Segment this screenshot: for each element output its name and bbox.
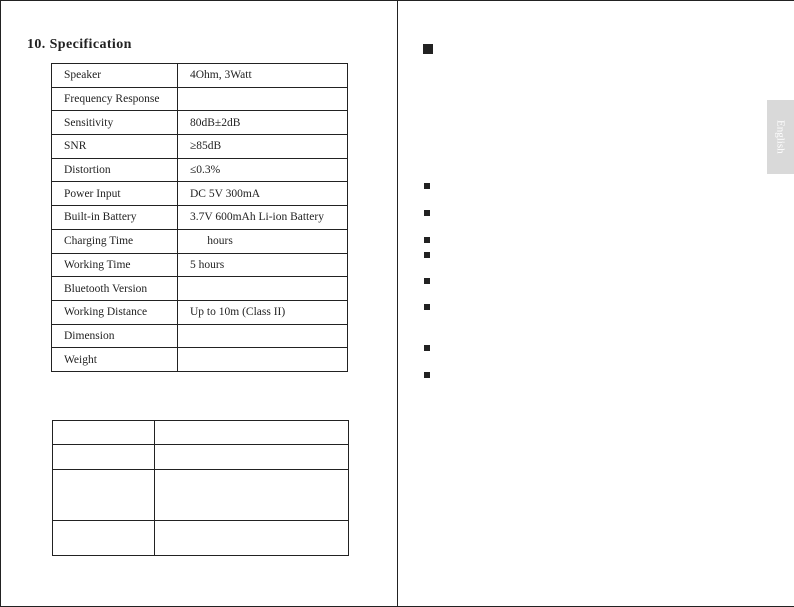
spec-value [178,324,348,348]
table-cell [155,421,349,445]
table-row [52,182,348,206]
bullet-square-icon [424,372,430,378]
table-row [52,87,348,111]
language-tab [767,100,794,174]
bullet-square-icon [424,210,430,216]
spec-value: 3.7V 600mAh Li-ion Battery [178,206,348,230]
table-row [52,111,348,135]
spec-label: Power Input [52,182,178,206]
table-row [52,158,348,182]
spec-label: Bluetooth Version [52,277,178,301]
spec-label: Distortion [52,158,178,182]
bullet-square-icon [424,345,430,351]
spec-label: Built-in Battery [52,206,178,230]
spec-label: Frequency Response [52,87,178,111]
table-row [52,324,348,348]
table-row [52,229,348,253]
table-cell [53,445,155,470]
table-row [53,470,349,521]
spec-label: Weight [52,348,178,372]
table-row [52,135,348,159]
bullet-square-icon [424,278,430,284]
spec-value: hours [178,229,348,253]
spec-value: 4Ohm, 3Watt [178,64,348,88]
spec-value [178,277,348,301]
spec-value: ≤0.3% [178,158,348,182]
table-row [52,253,348,277]
blank-table [52,420,349,556]
spec-label: Dimension [52,324,178,348]
table-row [52,206,348,230]
spec-label: Sensitivity [52,111,178,135]
section-title: 10. Specification [27,37,132,52]
specification-table [51,63,348,372]
spec-value [178,348,348,372]
bullet-square-icon [424,183,430,189]
table-row [53,445,349,470]
heading-square-icon [423,44,433,54]
table-cell [53,421,155,445]
bullet-square-icon [424,252,430,258]
spec-value: DC 5V 300mA [178,182,348,206]
table-row [53,521,349,556]
table-row [53,421,349,445]
table-cell [155,521,349,556]
spec-label: Working Time [52,253,178,277]
table-cell [155,445,349,470]
spec-value: Up to 10m (Class II) [178,300,348,324]
table-cell [53,470,155,521]
spec-label: Charging Time [52,229,178,253]
table-row [52,300,348,324]
spec-value [178,87,348,111]
spec-value: 80dB±2dB [178,111,348,135]
spec-label: Speaker [52,64,178,88]
page-divider [397,0,398,607]
spec-label: Working Distance [52,300,178,324]
bullet-square-icon [424,237,430,243]
table-row [52,348,348,372]
table-row [52,64,348,88]
bullet-square-icon [424,304,430,310]
spec-label: SNR [52,135,178,159]
language-tab-label: English [774,120,787,154]
spec-value: 5 hours [178,253,348,277]
table-cell [155,470,349,521]
table-cell [53,521,155,556]
table-row [52,277,348,301]
spec-value: ≥85dB [178,135,348,159]
